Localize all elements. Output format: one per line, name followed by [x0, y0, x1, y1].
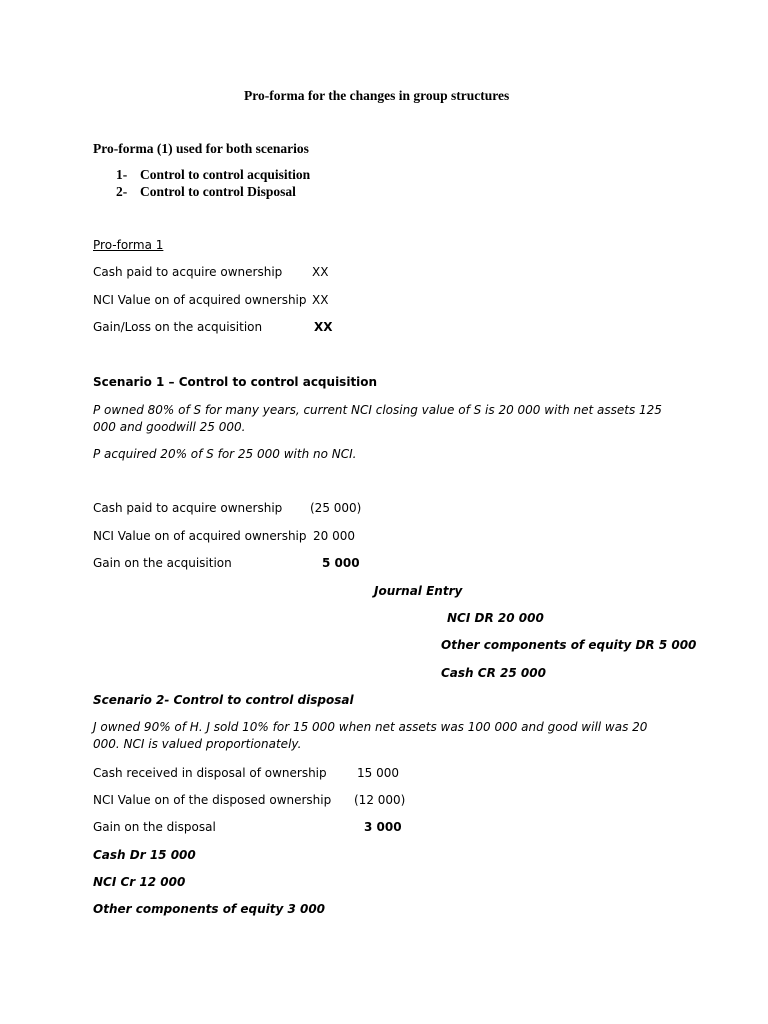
- page-title: Pro-forma for the changes in group structures: [244, 88, 510, 103]
- scenario1-description: P owned 80% of S for many years, current NCI closing value of S is 20 000 with net assets 125 000 and goodwill 25 000.: [93, 403, 662, 434]
- journal-entry-line: Other components of equity DR 5 000: [441, 638, 697, 652]
- scenario1-row-value: 5 000: [322, 556, 360, 570]
- scenario2-row-value: (12 000): [354, 793, 406, 807]
- scenario1-row-label: Cash paid to acquire ownership: [93, 501, 283, 515]
- scenario1-row-value: 20 000: [313, 529, 355, 543]
- proforma-row-value: XX: [314, 320, 333, 334]
- proforma-row-label: NCI Value on of acquired ownership: [93, 293, 307, 307]
- scenario2-heading: Scenario 2- Control to control disposal: [93, 693, 354, 707]
- scenario1-heading: Scenario 1 – Control to control acquisition: [93, 375, 378, 389]
- scenario2-row-value: 3 000: [364, 820, 402, 834]
- scenario2-description: J owned 90% of H. J sold 10% for 15 000 when net assets was 100 000 and good will was 20 000. NCI is valued proportionately.: [93, 720, 648, 751]
- scenario2-row-label: Cash received in disposal of ownership: [93, 766, 327, 780]
- proforma-heading: Pro-forma 1: [93, 238, 164, 252]
- list-text: Control to control acquisition: [140, 167, 311, 182]
- list-number: 1-: [116, 167, 128, 182]
- list-item: [116, 167, 311, 183]
- intro-heading: Pro-forma (1) used for both scenarios: [93, 141, 309, 156]
- proforma-row-label: Cash paid to acquire ownership: [93, 265, 283, 279]
- scenario1-description-2: P acquired 20% of S for 25 000 with no NCI.: [93, 447, 357, 461]
- list-number: 2-: [116, 184, 128, 199]
- scenario2-row-label: Gain on the disposal: [93, 820, 216, 834]
- scenario1-row-value: (25 000): [310, 501, 362, 515]
- list-item: [116, 184, 296, 200]
- scenario2-row-value: 15 000: [357, 766, 399, 780]
- scenario2-entry: Other components of equity 3 000: [93, 902, 326, 916]
- scenario2-entry: NCI Cr 12 000: [93, 875, 186, 889]
- proforma-row-label: Gain/Loss on the acquisition: [93, 320, 263, 334]
- journal-entry-line: NCI DR 20 000: [447, 611, 544, 625]
- scenario1-row-label: Gain on the acquisition: [93, 556, 232, 570]
- list-text: Control to control Disposal: [140, 184, 296, 199]
- journal-entry-line: Cash CR 25 000: [441, 666, 546, 680]
- scenario2-row-label: NCI Value on of the disposed ownership: [93, 793, 332, 807]
- scenario1-row-label: NCI Value on of acquired ownership: [93, 529, 307, 543]
- proforma-row-value: XX: [312, 265, 329, 279]
- journal-entry-title: Journal Entry: [374, 584, 463, 598]
- proforma-row-value: XX: [312, 293, 329, 307]
- scenario2-entry: Cash Dr 15 000: [93, 848, 196, 862]
